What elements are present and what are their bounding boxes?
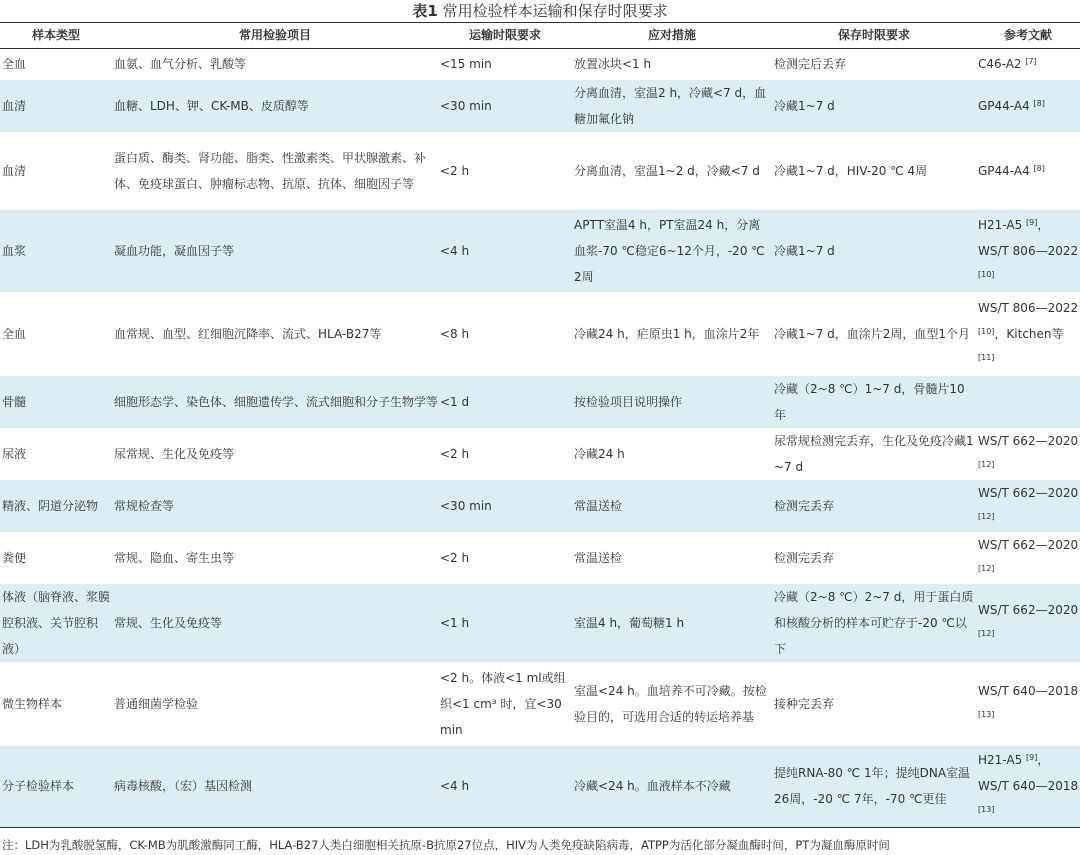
cell-storage-limit: 冷藏1~7 d: [772, 80, 976, 132]
cell-measures: 常温送检: [574, 550, 623, 565]
reference-text: H21-A5: [978, 217, 1027, 232]
reference-text: WS/T 662—2020: [978, 433, 1079, 448]
citation-number[interactable]: [13]: [978, 805, 995, 815]
header-transport-limit: 运输时限要求: [438, 23, 572, 49]
cell-test-items: 常规、隐血、寄生虫等: [114, 550, 235, 565]
cell-sample-type: 分子检验样本: [0, 746, 112, 828]
reference-text: WS/T 640—2018: [978, 779, 1079, 794]
header-sample-type: 样本类型: [0, 23, 112, 49]
cell-references: [976, 746, 1080, 828]
citation-number[interactable]: [10]: [978, 269, 995, 279]
reference-line: [978, 428, 1080, 454]
reference-line: [978, 532, 1080, 558]
reference-line: [978, 93, 1080, 119]
cell-storage-limit: 冷藏（2~8 ℃）2~7 d，用于蛋白质和核酸分析的样本可贮存于-20 ℃以下: [772, 584, 976, 662]
cell-transport-limit: <4 h: [438, 746, 572, 828]
citation-number[interactable]: [9]: [1026, 753, 1038, 763]
cell-test-items: 细胞形态学、染色体、细胞遗传学、流式细胞和分子生物学等: [112, 376, 438, 428]
reference-text: WS/T 662—2020: [978, 537, 1079, 552]
cell-sample-type: 血浆: [0, 210, 112, 292]
cell-sample-type: 骨髓: [0, 376, 112, 428]
cell-sample-type: 全血: [2, 326, 27, 341]
cell-measures: 冷藏24 h，疟原虫1 h，血涂片2年: [574, 326, 760, 341]
cell-storage-limit: 提纯RNA-80 ℃ 1年；提纯DNA室温26周，-20 ℃ 7年，-70 ℃更佳: [772, 746, 976, 828]
cell-references: [976, 210, 1080, 292]
reference-text: C46-A2: [978, 57, 1026, 72]
cell-transport-limit: <2 h: [440, 163, 470, 178]
cell-references: [976, 132, 1080, 210]
cell-measures: 室温4 h，葡萄糖1 h: [572, 584, 772, 662]
cell-references: [976, 662, 1080, 746]
reference-text: WS/T 662—2020: [978, 602, 1079, 617]
table-row: [0, 292, 1080, 376]
cell-measures: APTT室温4 h，PT室温24 h，分离血浆-70 ℃稳定6~12个月，-20 ℃ 2周: [572, 210, 772, 292]
cell-references: [976, 292, 1080, 376]
table-row: [0, 662, 1080, 746]
header-measures: 应对措施: [572, 23, 772, 49]
table-title: 常用检验样本运输和保存时限要求: [442, 2, 668, 20]
header-references: 参考文献: [976, 23, 1080, 49]
reference-line: [978, 212, 1080, 238]
cell-sample-type: 血清: [0, 80, 112, 132]
cell-test-items: 病毒核酸，（宏）基因检测: [112, 746, 438, 828]
cell-storage-limit: 冷藏（2~8 ℃）1~7 d，骨髓片10年: [772, 376, 976, 428]
cell-test-items: 血糖、LDH、钾、CK-MB、皮质醇等: [112, 80, 438, 132]
cell-storage-limit: 冷藏1~7 d，HIV-20 ℃ 4周: [774, 163, 928, 178]
cell-references: [976, 532, 1080, 584]
reference-line: [978, 51, 1080, 77]
cell-storage-limit: 接种完丢弃: [774, 696, 835, 711]
cell-transport-limit: <2 h。体液<1 ml或组织<1 cm³ 时，宜<30 min: [440, 670, 566, 737]
cell-references: [976, 80, 1080, 132]
cell-measures: 分离血清，室温2 h，冷藏<7 d，血糖加氟化钠: [572, 80, 772, 132]
reference-line: [978, 773, 1080, 799]
reference-line: [978, 747, 1080, 773]
citation-number[interactable]: [13]: [978, 709, 995, 719]
reference-text: WS/T 806—2022: [978, 300, 1079, 315]
table-row: [0, 49, 1080, 80]
cell-measures: 放置冰块<1 h: [574, 57, 652, 72]
citation-number[interactable]: [12]: [978, 459, 995, 469]
reference-text: WS/T 640—2018: [978, 683, 1079, 698]
cell-storage-limit: 冷藏1~7 d: [772, 210, 976, 292]
cell-test-items: 常规检查等: [112, 480, 438, 532]
citation-number[interactable]: [8]: [1033, 163, 1045, 173]
reference-line: [978, 597, 1080, 623]
citation-number[interactable]: [12]: [978, 511, 995, 521]
header-row: [0, 23, 1080, 49]
cell-sample-type: 微生物样本: [2, 696, 63, 711]
cell-transport-limit: <30 min: [438, 480, 572, 532]
reference-line: [978, 238, 1080, 264]
cell-measures: 冷藏<24 h。血液样本不冷藏: [572, 746, 772, 828]
cell-storage-limit: 检测完丢弃: [772, 480, 976, 532]
reference-line: [978, 480, 1080, 506]
cell-storage-limit: 检测完后丢弃: [774, 57, 847, 72]
cell-sample-type: 体液（脑脊液、浆膜腔积液、关节腔积液）: [0, 584, 112, 662]
reference-line: [978, 678, 1080, 704]
table-footnote: 注：LDH为乳酸脱氢酶，CK-MB为肌酸激酶同工酶，HLA-B27人类白细胞相关抗原-B抗原27位点，HIV为人类免疫缺陷病毒，ATPP为活化部分凝血酶时间，PT为凝血酶原时间: [2, 838, 890, 852]
table-row: [0, 428, 1080, 480]
reference-line: [978, 558, 1080, 584]
cell-sample-type: 全血: [2, 57, 27, 72]
reference-text: GP44-A4: [978, 163, 1034, 178]
cell-sample-type: 精液、阴道分泌物: [0, 480, 112, 532]
cell-transport-limit: <15 min: [440, 57, 492, 72]
cell-transport-limit: <1 d: [438, 376, 572, 428]
cell-transport-limit: <30 min: [438, 80, 572, 132]
cell-sample-type: 血清: [2, 163, 27, 178]
citation-number[interactable]: [7]: [1025, 57, 1037, 67]
reference-suffix: ，Kitchen等: [994, 326, 1064, 341]
reference-line: [978, 347, 1080, 373]
reference-text: WS/T 662—2020: [978, 485, 1079, 500]
cell-references: [976, 376, 1080, 428]
table-number: 表1: [412, 2, 438, 20]
cell-measures: 按检验项目说明操作: [572, 376, 772, 428]
reference-line: [978, 799, 1080, 825]
table-row: [0, 132, 1080, 210]
reference-line: [978, 295, 1080, 321]
table-row: [0, 80, 1080, 132]
table-row: [0, 376, 1080, 428]
reference-suffix: ，: [1037, 753, 1050, 768]
cell-transport-limit: <2 h: [440, 550, 470, 565]
reference-text: H21-A5: [978, 753, 1027, 768]
table-row: [0, 746, 1080, 828]
table-row: [0, 210, 1080, 292]
reference-line: [978, 321, 1080, 347]
citation-number[interactable]: [8]: [1033, 98, 1045, 108]
cell-test-items: 凝血功能，凝血因子等: [112, 210, 438, 292]
cell-transport-limit: <8 h: [440, 326, 470, 341]
cell-storage-limit: 尿常规检测完丢弃，生化及免疫冷藏1~7 d: [774, 433, 974, 474]
cell-sample-type: 粪便: [2, 550, 27, 565]
cell-test-items: 常规、生化及免疫等: [112, 584, 438, 662]
reference-line: [978, 454, 1080, 480]
citation-number[interactable]: [9]: [1026, 217, 1038, 227]
reference-line: [978, 158, 1080, 184]
reference-line: [978, 506, 1080, 532]
citation-number[interactable]: [10]: [978, 326, 995, 336]
cell-references: [976, 480, 1080, 532]
cell-transport-limit: <1 h: [438, 584, 572, 662]
cell-storage-limit: 检测完丢弃: [774, 550, 835, 565]
table-row: [0, 584, 1080, 662]
cell-test-items: 蛋白质、酶类、肾功能、脂类、性激素类、甲状腺激素、补体、免疫球蛋白、肿瘤标志物、抗原、抗体、细胞因子等: [114, 150, 427, 191]
cell-test-items: 尿常规、生化及免疫等: [114, 446, 235, 461]
table-caption: [0, 0, 1080, 22]
cell-references: [976, 49, 1080, 80]
citation-number[interactable]: [12]: [978, 563, 995, 573]
citation-number[interactable]: [11]: [978, 352, 995, 362]
table-row: [0, 532, 1080, 584]
citation-number[interactable]: [12]: [978, 628, 995, 638]
cell-transport-limit: <2 h: [440, 446, 470, 461]
cell-references: [976, 584, 1080, 662]
reference-line: [978, 264, 1080, 290]
reference-line: [978, 704, 1080, 730]
cell-storage-limit: 冷藏1~7 d，血涂片2周，血型1个月: [774, 326, 971, 341]
cell-test-items: 血氨、血气分析、乳酸等: [114, 57, 247, 72]
cell-measures: 分离血清，室温1~2 d，冷藏<7 d: [574, 163, 760, 178]
reference-line: [978, 623, 1080, 649]
cell-references: [976, 428, 1080, 480]
reference-suffix: ，: [1037, 217, 1050, 232]
reference-text: WS/T 806—2022: [978, 243, 1079, 258]
table-row: [0, 480, 1080, 532]
cell-test-items: 普通细菌学检验: [114, 696, 199, 711]
cell-sample-type: 尿液: [2, 446, 27, 461]
cell-test-items: 血常规、血型、红细胞沉降率、流式、HLA-B27等: [114, 326, 382, 341]
header-storage-limit: 保存时限要求: [772, 23, 976, 49]
header-test-items: 常用检验项目: [112, 23, 438, 49]
cell-transport-limit: <4 h: [438, 210, 572, 292]
cell-measures: 室温<24 h。血培养不可冷藏。按检验目的，可选用合适的转运培养基: [574, 683, 767, 724]
transport-storage-table: [0, 22, 1080, 828]
reference-text: GP44-A4: [978, 98, 1034, 113]
cell-measures: 冷藏24 h: [574, 446, 625, 461]
cell-measures: 常温送检: [572, 480, 772, 532]
